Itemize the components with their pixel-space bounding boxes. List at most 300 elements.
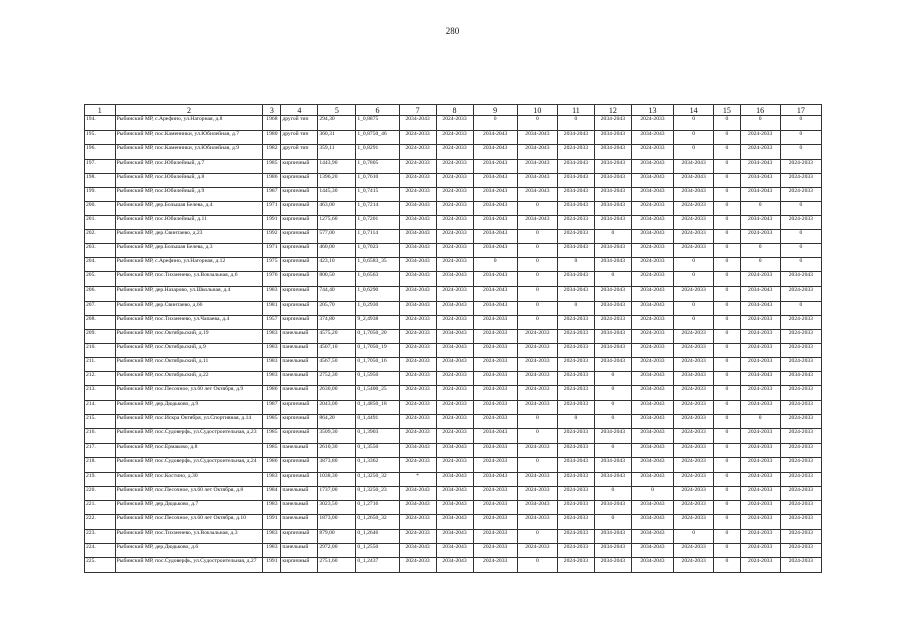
table-row	[85, 145, 822, 160]
table-cell-col-17: 2024-2033	[780, 515, 821, 530]
table-cell-col-16: 2034-2043	[740, 159, 780, 173]
table-row	[85, 187, 822, 201]
table-cell-col-10: 2034-2043	[517, 215, 557, 229]
table-cell-col-2: Рыбинский МР, дер.Большая Белева, д.4	[115, 201, 263, 215]
table-cell-col-14: 2024-2033	[674, 386, 714, 401]
table-cell-col-5: 3509,30	[318, 429, 356, 444]
table-cell-col-3: 1984	[263, 486, 281, 501]
table-cell-col-15: 0	[714, 315, 740, 330]
table-cell-col-3: 1986	[263, 386, 281, 401]
table-cell-col-15: 0	[714, 344, 740, 358]
table-cell-col-8: 2024-2033	[436, 173, 473, 187]
table-cell-col-6: 0_1,4850_18	[356, 400, 399, 414]
table-cell-col-15: 0	[714, 443, 740, 457]
table-cell-col-1: 194.	[85, 116, 116, 131]
table-cell-col-8: 2024-2033	[436, 386, 473, 401]
table-cell-col-4: кирпичный	[281, 257, 318, 272]
table-row	[85, 443, 822, 457]
table-cell-col-1: 222.	[85, 515, 116, 530]
table-cell-col-5: 2043,00	[318, 400, 356, 414]
table-cell-col-10: 2024-2033	[517, 443, 557, 457]
table-cell-col-2: Рыбинский МР, дер.Дюдьково, д.9	[115, 400, 263, 414]
table-cell-col-16: 0	[740, 116, 780, 131]
table-cell-col-12: 2034-2043	[594, 358, 631, 372]
table-cell-col-4: панельный	[281, 443, 318, 457]
table-cell-col-6: 1_0,8750_46	[356, 130, 399, 145]
table-cell-col-5: 1396,20	[318, 173, 356, 187]
table-cell-col-14: 0	[674, 130, 714, 145]
table-cell-col-8: 2024-2033	[436, 315, 473, 330]
table-cell-col-9: 2024-2033	[473, 330, 517, 344]
table-cell-col-15: 0	[714, 173, 740, 187]
table-cell-col-14: 2024-2033	[674, 344, 714, 358]
table-cell-col-5: 294,30	[318, 116, 356, 131]
table-cell-col-7: *	[399, 472, 436, 486]
table-cell-col-8: 2034-2043	[436, 501, 473, 515]
table-cell-col-14: 0	[674, 145, 714, 160]
table-cell-col-14: 0	[674, 257, 714, 272]
table-cell-col-15: 0	[714, 301, 740, 315]
column-header-14: 14	[674, 105, 714, 116]
table-cell-col-11: 2024-2033	[557, 501, 594, 515]
table-row	[85, 330, 822, 344]
table-cell-col-7: 2024-2033	[399, 558, 436, 573]
table-cell-col-14: 2024-2033	[674, 558, 714, 573]
table-cell-col-15: 0	[714, 358, 740, 372]
table-cell-col-10: 2034-2043	[517, 501, 557, 515]
table-cell-col-2: Рыбинский МР, дер.Дюдьково, д.6	[115, 544, 263, 558]
table-cell-col-12: 2034-2043	[594, 501, 631, 515]
table-cell-col-8: 2034-2043	[436, 344, 473, 358]
table-row	[85, 243, 822, 257]
table-cell-col-8: 2024-2033	[436, 372, 473, 386]
table-cell-col-2: Рыбинский МР, пос.Юбилейный, д.8	[115, 173, 263, 187]
table-cell-col-1: 202.	[85, 229, 116, 243]
table-cell-col-13: 2034-2043	[631, 173, 673, 187]
table-cell-col-4: кирпичный	[281, 215, 318, 229]
table-cell-col-14: 2024-2033	[674, 544, 714, 558]
table-cell-col-9: 2034-2043	[473, 187, 517, 201]
table-cell-col-14: 2024-2033	[674, 414, 714, 429]
table-cell-col-7: 2034-2043	[399, 301, 436, 315]
table-cell-col-1: 198.	[85, 173, 116, 187]
table-cell-col-2: Рыбинский МР, пос.Судоверфь, ул.Судостроительная, д.24	[115, 457, 263, 472]
table-cell-col-6: 0_1,3362	[356, 457, 399, 472]
table-cell-col-6: 0_1,5400_25	[356, 386, 399, 401]
table-cell-col-17: 2024-2033	[780, 472, 821, 486]
table-cell-col-1: 221.	[85, 501, 116, 515]
table-cell-col-17: 2024-2033	[780, 330, 821, 344]
table-cell-col-13: 2034-2043	[631, 400, 673, 414]
table-cell-col-4: панельный	[281, 386, 318, 401]
table-cell-col-3: 1983	[263, 501, 281, 515]
table-cell-col-5: 2751,60	[318, 558, 356, 573]
table-cell-col-1: 210.	[85, 344, 116, 358]
table-cell-col-5: 2630,00	[318, 386, 356, 401]
table-cell-col-1: 216.	[85, 429, 116, 444]
table-cell-col-13: 2024-2033	[631, 344, 673, 358]
table-cell-col-1: 196.	[85, 145, 116, 160]
table-cell-col-6: 0_1,5950	[356, 372, 399, 386]
table-cell-col-10: 0	[517, 229, 557, 243]
table-cell-col-12: 2034-2043	[594, 187, 631, 201]
table-cell-col-13: 2024-2033	[631, 145, 673, 160]
table-cell-col-17: 2024-2033	[780, 187, 821, 201]
table-cell-col-11: 2024-2033	[557, 400, 594, 414]
table-cell-col-6: 1_0,6290	[356, 286, 399, 301]
table-cell-col-4: панельный	[281, 515, 318, 530]
table-cell-col-9: 2024-2033	[473, 501, 517, 515]
table-cell-col-1: 207.	[85, 301, 116, 315]
table-cell-col-4: другой тип	[281, 145, 318, 160]
table-cell-col-11: 2034-2043	[557, 159, 594, 173]
table-cell-col-4: кирпичный	[281, 414, 318, 429]
table-cell-col-11: 2034-2043	[557, 286, 594, 301]
table-cell-col-9: 2034-2043	[473, 215, 517, 229]
table-cell-col-3: 1985	[263, 414, 281, 429]
table-cell-col-1: 213.	[85, 386, 116, 401]
table-row	[85, 272, 822, 287]
table-cell-col-9: 2024-2033	[473, 400, 517, 414]
table-row	[85, 414, 822, 429]
table-cell-col-16: 2024-2033	[740, 457, 780, 472]
table-cell-col-10: 0	[517, 116, 557, 131]
table-cell-col-15: 0	[714, 400, 740, 414]
table-cell-col-13: 2034-2043	[631, 229, 673, 243]
table-cell-col-17: 2024-2033	[780, 529, 821, 544]
table-cell-col-12: 2034-2043	[594, 457, 631, 472]
table-cell-col-6: 0_1,3903	[356, 429, 399, 444]
table-cell-col-7: 2034-2043	[399, 201, 436, 215]
table-cell-col-17: 2024-2033	[780, 429, 821, 444]
table-cell-col-11: 2034-2043	[557, 457, 594, 472]
table-cell-col-17: 2024-2033	[780, 344, 821, 358]
table-cell-col-8: 2024-2033	[436, 187, 473, 201]
table-cell-col-6: 1_0,7201	[356, 215, 399, 229]
table-cell-col-5: 2752,30	[318, 372, 356, 386]
table-cell-col-10: 2034-2043	[517, 130, 557, 145]
table-cell-col-14: 2034-2043	[674, 372, 714, 386]
table-cell-col-9: 2024-2033	[473, 414, 517, 429]
table-cell-col-16: 2024-2033	[740, 315, 780, 330]
table-cell-col-1: 204.	[85, 257, 116, 272]
table-cell-col-8: 2034-2043	[436, 544, 473, 558]
table-cell-col-9: 2034-2043	[473, 229, 517, 243]
table-cell-col-13: 2024-2033	[631, 116, 673, 131]
table-cell-col-6: 1_0,2930	[356, 301, 399, 315]
table-cell-col-13: 2034-2043	[631, 501, 673, 515]
table-cell-col-16: 0	[740, 414, 780, 429]
table-cell-col-1: 220.	[85, 486, 116, 501]
table-cell-col-13: 2034-2043	[631, 372, 673, 386]
table-cell-col-5: 463,00	[318, 201, 356, 215]
table-cell-col-15: 0	[714, 159, 740, 173]
table-cell-col-13: 0	[631, 486, 673, 501]
table-cell-col-8: 2024-2033	[436, 145, 473, 160]
column-header-5: 5	[318, 105, 356, 116]
table-cell-col-17: 2024-2033	[780, 215, 821, 229]
table-cell-col-16: 0	[740, 243, 780, 257]
table-row	[85, 472, 822, 486]
table-row	[85, 286, 822, 301]
table-cell-col-14: 2024-2033	[674, 229, 714, 243]
table-cell-col-9: 2034-2043	[473, 145, 517, 160]
table-cell-col-10: 2024-2033	[517, 486, 557, 501]
table-cell-col-1: 224.	[85, 544, 116, 558]
table-row	[85, 529, 822, 544]
table-cell-col-7: 2024-2033	[399, 400, 436, 414]
table-cell-col-9: 0	[473, 257, 517, 272]
table-cell-col-4: кирпичный	[281, 272, 318, 287]
table-cell-col-5: 4507,10	[318, 344, 356, 358]
table-row	[85, 130, 822, 145]
table-cell-col-16: 2024-2033	[740, 145, 780, 160]
table-cell-col-6: 0_1,3250_32	[356, 472, 399, 486]
table-cell-col-16: 0	[740, 201, 780, 215]
table-cell-col-1: 218.	[85, 457, 116, 472]
table-cell-col-3: 1985	[263, 429, 281, 444]
table-cell-col-11: 2034-2043	[557, 272, 594, 287]
table-cell-col-2: Рыбинский МР, с.Арефино, ул.Нагорная, д.12	[115, 257, 263, 272]
table-cell-col-13: 2034-2043	[631, 414, 673, 429]
table-cell-col-17: 0	[780, 301, 821, 315]
table-cell-col-8: 2034-2043	[436, 558, 473, 573]
table-cell-col-11: 2024-2033	[557, 215, 594, 229]
table-cell-col-9: 2034-2043	[473, 272, 517, 287]
table-cell-col-17: 2024-2033	[780, 286, 821, 301]
table-cell-col-12: 2034-2043	[594, 243, 631, 257]
table-cell-col-9: 2024-2033	[473, 443, 517, 457]
table-cell-col-15: 0	[714, 286, 740, 301]
table-cell-col-12: 2034-2043	[594, 257, 631, 272]
table-cell-col-14: 0	[674, 529, 714, 544]
table-cell-col-4: кирпичный	[281, 301, 318, 315]
table-cell-col-5: 2972,00	[318, 544, 356, 558]
table-cell-col-8: 2024-2033	[436, 116, 473, 131]
table-cell-col-3: 1987	[263, 187, 281, 201]
table-row	[85, 201, 822, 215]
table-cell-col-16: 2034-2043	[740, 301, 780, 315]
table-cell-col-15: 0	[714, 372, 740, 386]
table-cell-col-15: 0	[714, 243, 740, 257]
table-cell-col-17: 2024-2033	[780, 159, 821, 173]
table-cell-col-4: кирпичный	[281, 159, 318, 173]
table-cell-col-3: 1987	[263, 400, 281, 414]
table-cell-col-7: 2024-2033	[399, 187, 436, 201]
table-row	[85, 501, 822, 515]
table-cell-col-3: 1957	[263, 315, 281, 330]
table-cell-col-14: 2024-2033	[674, 501, 714, 515]
table-cell-col-14: 0	[674, 315, 714, 330]
column-header-3: 3	[263, 105, 281, 116]
table-cell-col-13: 2034-2043	[631, 159, 673, 173]
table-cell-col-4: кирпичный	[281, 472, 318, 486]
table-cell-col-5: 360,31	[318, 130, 356, 145]
table-cell-col-1: 197.	[85, 159, 116, 173]
table-cell-col-6: 1_0,7415	[356, 187, 399, 201]
table-cell-col-14: 2034-2043	[674, 159, 714, 173]
table-cell-col-11: 0	[557, 257, 594, 272]
table-cell-col-12: 2034-2043	[594, 173, 631, 187]
table-cell-col-3: 1985	[263, 443, 281, 457]
table-cell-col-2: Рыбинский МР, дер.Свинтаево, д.23	[115, 229, 263, 243]
table-cell-col-17: 2024-2033	[780, 414, 821, 429]
table-cell-col-13: 2024-2033	[631, 358, 673, 372]
page-number: 280	[445, 26, 460, 36]
table-cell-col-17: 2024-2033	[780, 358, 821, 372]
table-cell-col-8: 2034-2043	[436, 301, 473, 315]
table-cell-col-6: 1_0,6563	[356, 272, 399, 287]
table-cell-col-2: Рыбинский МР, пос.Судоверфь, ул.Судостроительная, д.23	[115, 429, 263, 444]
table-cell-col-2: Рыбинский МР, пос.Песочное, ул.60 лет Октября, д.8	[115, 486, 263, 501]
table-cell-col-13: 2034-2043	[631, 558, 673, 573]
table-cell-col-10: 2024-2033	[517, 358, 557, 372]
table-cell-col-6: 0_1,7050_20	[356, 330, 399, 344]
table-cell-col-11: 2034-2043	[557, 173, 594, 187]
table-cell-col-17: 2034-2043	[780, 372, 821, 386]
table-cell-col-3: 1968	[263, 116, 281, 131]
table-cell-col-17: 0	[780, 229, 821, 243]
table-cell-col-5: 4567,50	[318, 358, 356, 372]
table-row	[85, 457, 822, 472]
table-cell-col-10: 0	[517, 529, 557, 544]
table-cell-col-3: 1980	[263, 130, 281, 145]
table-cell-col-17: 0	[780, 130, 821, 145]
table-cell-col-9: 0	[473, 116, 517, 131]
table-cell-col-11: 2024-2033	[557, 386, 594, 401]
table-cell-col-7: 2034-2043	[399, 243, 436, 257]
table-cell-col-4: кирпичный	[281, 229, 318, 243]
table-cell-col-10: 2024-2033	[517, 472, 557, 486]
table-cell-col-7: 2024-2033	[399, 457, 436, 472]
table-row	[85, 558, 822, 573]
table-cell-col-4: другой тип	[281, 130, 318, 145]
column-header-13: 13	[631, 105, 673, 116]
table-row	[85, 429, 822, 444]
table-cell-col-1: 219.	[85, 472, 116, 486]
table-cell-col-8: 2024-2033	[436, 286, 473, 301]
table-cell-col-5: 423,10	[318, 257, 356, 272]
table-cell-col-3: 1986	[263, 457, 281, 472]
table-cell-col-12: 2024-2033	[594, 315, 631, 330]
table-cell-col-13: 2024-2033	[631, 243, 673, 257]
table-cell-col-4: панельный	[281, 330, 318, 344]
table-cell-col-11: 0	[557, 301, 594, 315]
table-cell-col-13: 2034-2043	[631, 515, 673, 530]
table-cell-col-11: 2024-2033	[557, 558, 594, 573]
table-cell-col-10: 0	[517, 301, 557, 315]
table-row	[85, 358, 822, 372]
table-cell-col-12: 0	[594, 515, 631, 530]
table-cell-col-12: 2034-2043	[594, 286, 631, 301]
table-cell-col-9: 2024-2033	[473, 457, 517, 472]
table-cell-col-14: 2024-2033	[674, 286, 714, 301]
table-cell-col-6: 0_1,4491	[356, 414, 399, 429]
table-cell-col-3: 1981	[263, 301, 281, 315]
table-cell-col-1: 195.	[85, 130, 116, 145]
table-cell-col-5: 879,00	[318, 529, 356, 544]
table-cell-col-7: 2034-2043	[399, 486, 436, 501]
table-cell-col-15: 0	[714, 257, 740, 272]
table-cell-col-8: 2034-2043	[436, 486, 473, 501]
table-cell-col-11: 2034-2043	[557, 201, 594, 215]
table-cell-col-15: 0	[714, 229, 740, 243]
table-cell-col-10: 2024-2033	[517, 400, 557, 414]
table-cell-col-9: 2024-2033	[473, 372, 517, 386]
table-cell-col-10: 0	[517, 429, 557, 444]
column-header-15: 15	[714, 105, 740, 116]
table-cell-col-14: 2024-2033	[674, 358, 714, 372]
table-cell-col-7: 2024-2033	[399, 372, 436, 386]
table-cell-col-6: 1_0,7214	[356, 201, 399, 215]
table-cell-col-5: 359,11	[318, 145, 356, 160]
table-cell-col-8: 2034-2043	[436, 529, 473, 544]
table-row	[85, 372, 822, 386]
table-cell-col-16: 2024-2033	[740, 486, 780, 501]
table-row	[85, 173, 822, 187]
table-cell-col-4: другой тип	[281, 116, 318, 131]
table-cell-col-12: 2034-2043	[594, 201, 631, 215]
table-cell-col-17: 2024-2033	[780, 544, 821, 558]
table-cell-col-12: 0	[594, 272, 631, 287]
table-cell-col-1: 212.	[85, 372, 116, 386]
table-cell-col-12: 0	[594, 386, 631, 401]
table-cell-col-7: 2024-2033	[399, 358, 436, 372]
table-cell-col-3: 1971	[263, 243, 281, 257]
table-cell-col-4: кирпичный	[281, 201, 318, 215]
table-cell-col-13: 2034-2043	[631, 472, 673, 486]
table-cell-col-13: 2034-2043	[631, 187, 673, 201]
column-header-6: 6	[356, 105, 399, 116]
table-cell-col-2: Рыбинский МР, дер.Дюдьково, д.7	[115, 501, 263, 515]
table-cell-col-17: 2024-2033	[780, 443, 821, 457]
table-cell-col-3: 1971	[263, 201, 281, 215]
table-cell-col-12: 0	[594, 443, 631, 457]
table-cell-col-1: 205.	[85, 272, 116, 287]
table-cell-col-12: 2034-2043	[594, 215, 631, 229]
table-cell-col-2: Рыбинский МР, пос.Песочное, ул.60 лет Октября, д.10	[115, 515, 263, 530]
table-cell-col-5: 1445,30	[318, 187, 356, 201]
table-cell-col-7: 2024-2033	[399, 159, 436, 173]
table-cell-col-5: 577,00	[318, 229, 356, 243]
table-cell-col-15: 0	[714, 529, 740, 544]
table-cell-col-5: 1443,90	[318, 159, 356, 173]
table-cell-col-1: 208.	[85, 315, 116, 330]
table-cell-col-8: 2024-2033	[436, 229, 473, 243]
table-cell-col-9: 2034-2043	[473, 201, 517, 215]
table-cell-col-2: Рыбинский МР, пос.Судоверфь, ул.Судостроительная, д.27	[115, 558, 263, 573]
table-cell-col-12: 2034-2043	[594, 130, 631, 145]
table-cell-col-7: 2024-2033	[399, 315, 436, 330]
table-cell-col-14: 2024-2033	[674, 429, 714, 444]
table-cell-col-4: панельный	[281, 372, 318, 386]
table-cell-col-17: 0	[780, 116, 821, 131]
table-cell-col-12: 2034-2043	[594, 116, 631, 131]
table-cell-col-10: 0	[517, 272, 557, 287]
table-cell-col-14: 2024-2033	[674, 472, 714, 486]
table-row	[85, 344, 822, 358]
table-cell-col-9: 2024-2033	[473, 344, 517, 358]
table-cell-col-13: 2034-2043	[631, 529, 673, 544]
table-cell-col-6: 0_1,3250_23	[356, 486, 399, 501]
table-cell-col-15: 0	[714, 215, 740, 229]
table-cell-col-11: 2024-2033	[557, 544, 594, 558]
table-row	[85, 116, 822, 131]
table-cell-col-8: 2024-2033	[436, 400, 473, 414]
table-cell-col-15: 0	[714, 130, 740, 145]
table-cell-col-17: 2024-2033	[780, 558, 821, 573]
table-cell-col-17: 2034-2043	[780, 272, 821, 287]
